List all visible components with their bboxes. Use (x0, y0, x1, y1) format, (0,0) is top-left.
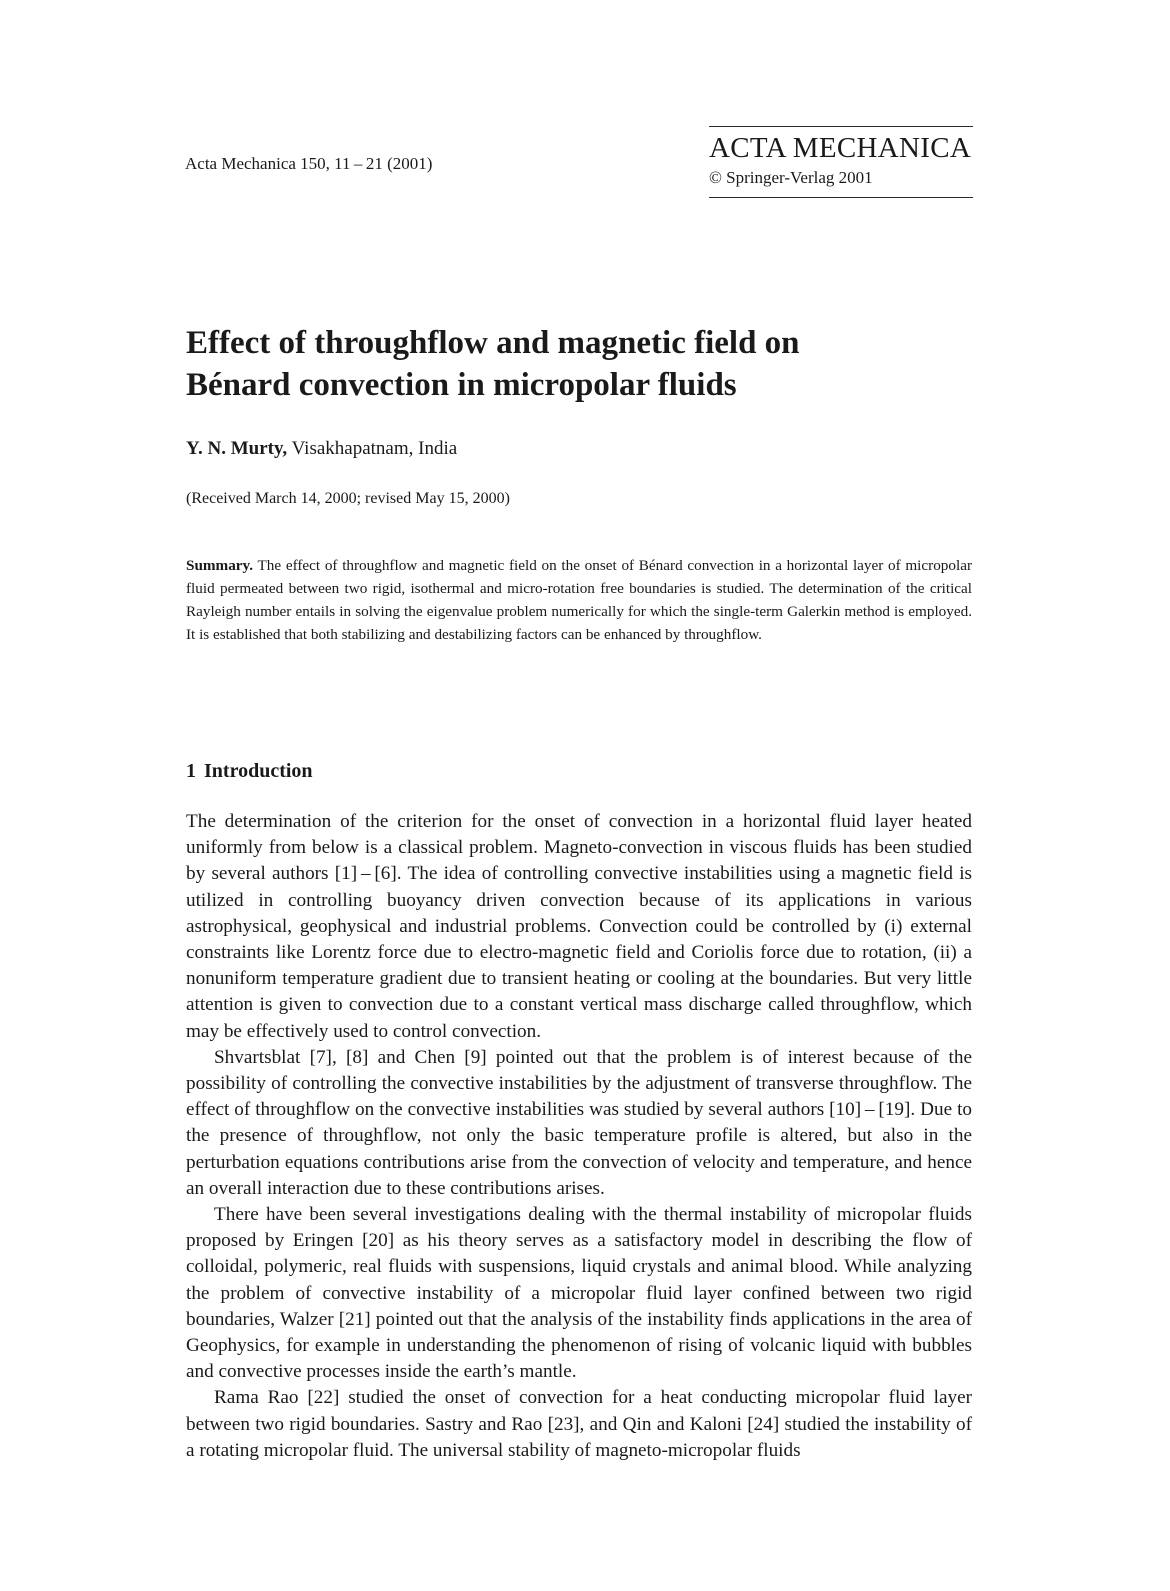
summary-text: The effect of throughflow and magnetic field on the onset of Bénard convection in a horizontal layer of micropolar fluid permeated between two rigid, isothermal and micro-rotation free boundaries is studied. The determination of the critical Rayleigh number entails in solving the eigenvalue problem numerically for which the single-term Galerkin method is employed. It is established that both stabilizing and destabilizing factors can be enhanced by throughflow. (186, 557, 972, 643)
paragraph: Rama Rao [22] studied the onset of convection for a heat conducting micropolar fluid layer between two rigid boundaries. Sastry and Rao [23], and Qin and Kaloni [24] studied the instability of a rotating micropolar fluid. The universal stability of magneto-micropolar fluids (186, 1387, 972, 1461)
section-heading-introduction (186, 759, 313, 783)
journal-reference: Acta Mechanica 150, 11 – 21 (2001) (185, 154, 433, 173)
title-line-2: Bénard convection in micropolar fluids (186, 367, 737, 403)
paragraph: Shvartsblat [7], [8] and Chen [9] pointed out that the problem is of interest because of the possibility of controlling the convective instabilities by the adjustment of transverse throughflow. The effect of throughflow on the convective instabilities was studied by several authors [10] – [19]. Due to the presence of throughflow, not only the basic temperature profile is altered, but also in the perturbation equations contributions arise from the convection of velocity and temperature, and hence an overall interaction due to these contributions arises. (186, 1046, 972, 1199)
author-location: Visakhapatnam, India (287, 438, 458, 459)
author-line (186, 438, 457, 460)
paragraph: There have been several investigations dealing with the thermal instability of micropolar fluids proposed by Eringen [20] as his theory serves as a satisfactory model in describing the flow of colloidal, polymeric, real fluids with suspensions, liquid crystals and animal blood. While analyzing the problem of convective instability of a micropolar fluid layer confined between two rigid boundaries, Walzer [21] pointed out that the analysis of the instability finds applications in the area of Geophysics, for example in understanding the phenomenon of rising of volcanic liquid with bubbles and convective processes inside the earth’s mantle. (186, 1204, 972, 1383)
masthead-copyright: © Springer-Verlag 2001 (709, 168, 873, 187)
journal-masthead (709, 126, 973, 198)
section-number: 1 (186, 760, 196, 782)
introduction-body (186, 809, 972, 1464)
received-dates: (Received March 14, 2000; revised May 15, 2000) (186, 490, 510, 507)
article-title (186, 322, 986, 406)
summary-abstract (186, 554, 972, 646)
masthead-title: ACTA MECHANICA (709, 132, 972, 164)
summary-label: Summary. (186, 557, 254, 574)
section-title: Introduction (204, 760, 313, 782)
author-name: Y. N. Murty, (186, 438, 288, 459)
paragraph: The determination of the criterion for the onset of convection in a horizontal fluid layer heated uniformly from below is a classical problem. Magneto-convection in viscous fluids has been studied by several authors [1] – [6]. The idea of controlling convective instabilities using a magnetic field is utilized in controlling buoyancy driven convection because of its applications in various astrophysical, geophysical and industrial problems. Convection could be controlled by (i) external constraints like Lorentz force due to electro-magnetic field and Coriolis force due to rotation, (ii) a nonuniform temperature gradient due to transient heating or cooling at the boundaries. But very little attention is given to convection due to a constant vertical mass discharge called throughflow, which may be effectively used to control convection. (186, 811, 972, 1042)
title-line-1: Effect of throughflow and magnetic field on (186, 325, 800, 361)
